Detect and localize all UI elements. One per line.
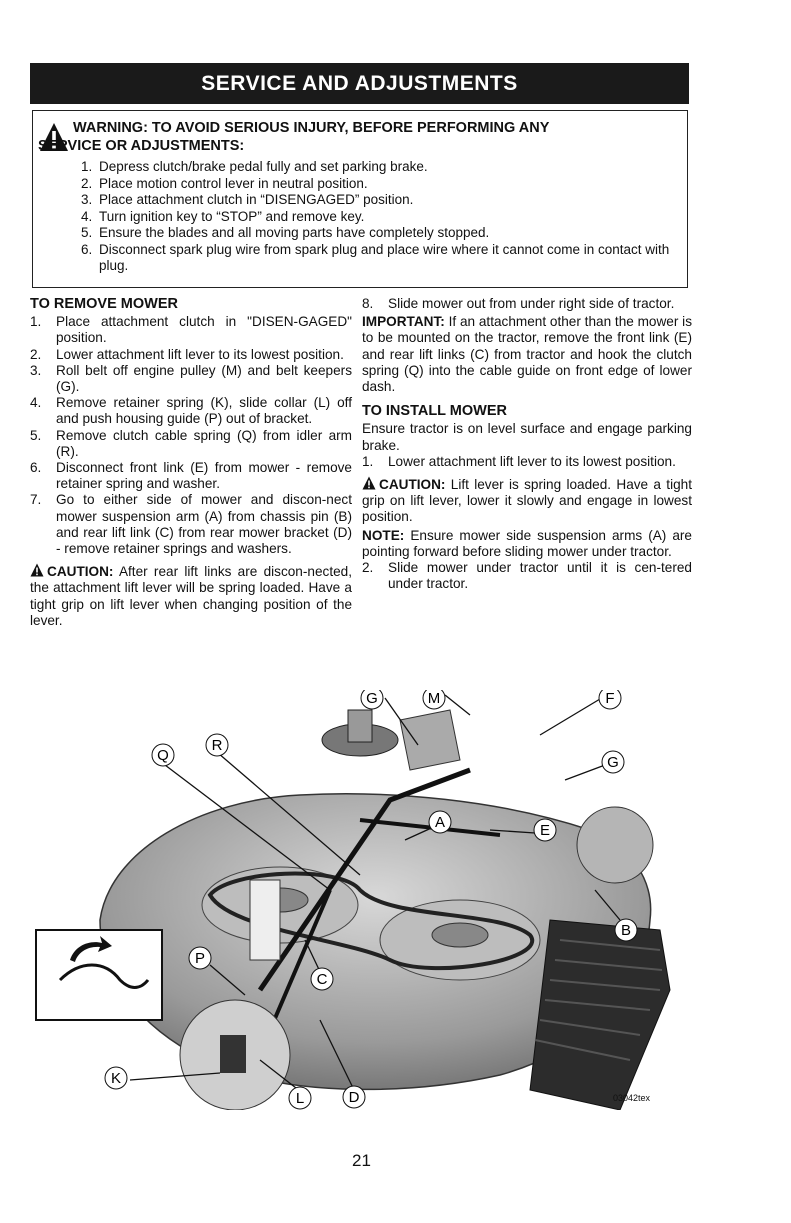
remove-step: 3. Roll belt off engine pulley (M) and belt keepers (G). [30, 362, 352, 395]
remove-step: 7. Go to either side of mower and discon-nect mower suspension arm (A) from chassis pin (B) and rear lift link (C) from rear mower bracket (D) - remove retainer springs and washers. [30, 492, 352, 557]
remove-step: 1. Place attachment clutch in "DISEN-GAGED" position. [30, 314, 352, 346]
callout-label: L [295, 1090, 305, 1107]
callout-label: B [620, 922, 632, 939]
callout-label: G [607, 754, 619, 771]
left-column [30, 296, 352, 629]
install-caution [362, 476, 692, 526]
caution-text: Lift lever is spring loaded. Have a tight grip on lift lever, lower it slowly and engage in lowest position. [362, 477, 693, 525]
belt-guide-bracket [400, 710, 460, 770]
caution-label: CAUTION: [47, 564, 114, 580]
pulley-right [432, 923, 488, 947]
section-header-banner [30, 63, 689, 104]
callout-label: G [366, 690, 378, 707]
warning-step: 6. Disconnect spark plug wire from spark plug and place wire where it cannot come in contact with plug. [81, 241, 670, 273]
install-step-2-list [362, 560, 692, 592]
housing-guide [250, 880, 280, 960]
note-label: NOTE: [362, 527, 405, 543]
warning-step: 1. Depress clutch/brake pedal fully and set parking brake. [81, 159, 428, 174]
callout-label: D [348, 1089, 360, 1106]
install-intro: Ensure tractor is on level surface and engage parking brake. [362, 421, 692, 453]
section-title: SERVICE AND ADJUSTMENTS [201, 71, 518, 95]
detail-inset-upper [577, 807, 653, 883]
important-label: IMPORTANT: [362, 314, 445, 330]
warning-step: 5. Ensure the blades and all moving parts have completely stopped. [81, 225, 490, 240]
warning-steps [73, 159, 683, 275]
callout-label: M [427, 690, 441, 707]
remove-step: 2. Lower attachment lift lever to its lowest position. [30, 346, 344, 362]
important-note [362, 314, 692, 395]
callout-label: P [194, 950, 206, 967]
remove-step: 5. Remove clutch cable spring (Q) from idler arm (R). [30, 427, 352, 459]
caution-label: CAUTION: [379, 477, 446, 493]
right-column [362, 296, 692, 592]
remove-step: 6. Disconnect front link (E) from mower - remove retainer spring and washer. [30, 460, 352, 492]
mower-deck-diagram [30, 690, 692, 1110]
warning-title-line1: WARNING: TO AVOID SERIOUS INJURY, BEFORE PERFORMING ANY [73, 120, 550, 136]
engine-shaft [348, 710, 372, 742]
callout-label: F [605, 690, 615, 707]
remove-steps [30, 314, 352, 557]
remove-caution [30, 563, 352, 629]
warning-step: 4. Turn ignition key to “STOP” and remove key. [81, 208, 365, 224]
install-mower-heading: TO INSTALL MOWER [362, 403, 507, 420]
warning-box [32, 110, 688, 288]
warning-step: 2. Place motion control lever in neutral position. [81, 175, 368, 191]
callout-label: R [211, 737, 223, 754]
remove-mower-heading: TO REMOVE MOWER [30, 296, 178, 312]
install-step: 1. Lower attachment lift lever to its lowest position. [362, 453, 676, 469]
callout-label: C [316, 971, 328, 988]
remove-step-8-list [362, 296, 692, 312]
install-step-1-list [362, 454, 692, 470]
remove-step: 8. Slide mower out from under right side of tractor. [362, 296, 675, 311]
remove-step: 4. Remove retainer spring (K), slide collar (L) off and push housing guide (P) out of bracket. [30, 395, 352, 427]
figure-code: 03042tex [613, 1093, 651, 1103]
warning-title [38, 119, 683, 155]
warning-title-line2: SERVICE OR ADJUSTMENTS: [38, 138, 245, 154]
install-step: 2. Slide mower under tractor until it is cen-tered under tractor. [362, 560, 692, 592]
caution-triangle-icon [362, 476, 376, 490]
install-note [362, 528, 692, 560]
callout-label: A [434, 814, 446, 831]
warning-step: 3. Place attachment clutch in “DISENGAGED” position. [81, 192, 414, 207]
callout-label: E [539, 822, 551, 839]
callout-label: K [110, 1070, 122, 1087]
caution-triangle-icon [30, 563, 44, 577]
callout-label: Q [157, 747, 169, 764]
page-number: 21 [352, 1151, 371, 1170]
note-text: Ensure mower side suspension arms (A) are pointing forward before sliding mower under tractor. [362, 527, 692, 559]
spring-collar [220, 1035, 246, 1073]
caution-text: After rear lift links are discon-nected, the attachment lift lever will be spring loaded. Have a tight grip on lift lever when changing position of the lever. [30, 564, 352, 628]
important-text: If an attachment other than the mower is to be mounted on the tractor, remove the front link (E) and rear lift links (C) from tractor and hook the clutch spring (Q) into the cable guide on front edge of lower dash. [362, 314, 692, 395]
